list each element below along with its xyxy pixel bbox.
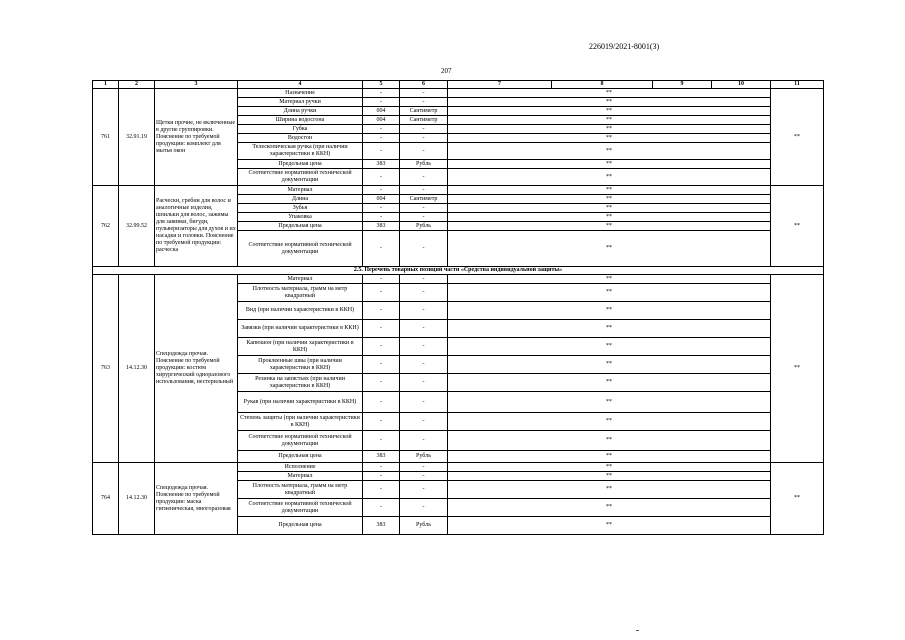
header-cell: 9 xyxy=(653,81,712,89)
attribute-value: ** xyxy=(448,517,771,535)
header-cell: 3 xyxy=(155,81,238,89)
unit-code: - xyxy=(363,302,400,320)
attribute-value: ** xyxy=(448,143,771,160)
attribute-name: Вид (при наличии характеристики в ККН) xyxy=(238,302,363,320)
unit-code: - xyxy=(363,284,400,302)
table-row xyxy=(93,89,824,98)
unit-name: - xyxy=(400,413,448,431)
attribute-name: Ширина водосгона xyxy=(238,116,363,125)
unit-name: - xyxy=(400,89,448,98)
item-number: 764 xyxy=(93,463,119,535)
unit-name: Рубль xyxy=(400,451,448,463)
unit-name: - xyxy=(400,186,448,195)
unit-name: - xyxy=(400,463,448,472)
attribute-name: Материал xyxy=(238,472,363,481)
item-name: Спецодежда прочая. Пояснение по требуемой продукции: маска гигиеническая, многоразовая xyxy=(155,463,238,535)
unit-name: Сантиметр xyxy=(400,195,448,204)
header-row xyxy=(93,81,824,89)
okpd2-code: 14.12.30 xyxy=(119,275,155,463)
item-name: Щетки прочие, не включенные в другие группировки. Пояснение по требуемой продукции: комплект для мытья окон xyxy=(155,89,238,186)
attribute-name: Проклеенные швы (при наличии характеристики в ККН) xyxy=(238,356,363,374)
attribute-name: Зубья xyxy=(238,204,363,213)
unit-code: - xyxy=(363,499,400,517)
attribute-value: ** xyxy=(448,169,771,186)
attribute-name: Упаковка xyxy=(238,213,363,222)
scan-speck xyxy=(636,630,639,631)
unit-name: - xyxy=(400,374,448,392)
attribute-value: ** xyxy=(448,481,771,499)
attribute-value: ** xyxy=(448,116,771,125)
unit-code: - xyxy=(363,125,400,134)
unit-code: - xyxy=(363,356,400,374)
unit-name: - xyxy=(400,134,448,143)
attribute-value: ** xyxy=(448,186,771,195)
unit-code: - xyxy=(363,392,400,413)
unit-code: - xyxy=(363,134,400,143)
attribute-name: Резинка на запястьях (при наличии характеристики в ККН) xyxy=(238,374,363,392)
header-cell: 11 xyxy=(771,81,824,89)
attribute-value: ** xyxy=(448,320,771,338)
column-11-mark: ** xyxy=(771,463,824,535)
attribute-name: Завязки (при наличии характеристики в ККН) xyxy=(238,320,363,338)
unit-code: - xyxy=(363,374,400,392)
unit-code: - xyxy=(363,463,400,472)
attribute-value: ** xyxy=(448,89,771,98)
header-cell: 1 xyxy=(93,81,119,89)
attribute-value: ** xyxy=(448,160,771,169)
attribute-value: ** xyxy=(448,356,771,374)
attribute-value: ** xyxy=(448,107,771,116)
unit-code: 383 xyxy=(363,160,400,169)
attribute-value: ** xyxy=(448,284,771,302)
column-11-mark: ** xyxy=(771,89,824,186)
okpd2-code: 32.91.19 xyxy=(119,89,155,186)
header-cell: 4 xyxy=(238,81,363,89)
attribute-name: Материал xyxy=(238,186,363,195)
unit-name: - xyxy=(400,356,448,374)
unit-name: - xyxy=(400,499,448,517)
unit-name: - xyxy=(400,169,448,186)
unit-code: - xyxy=(363,186,400,195)
attribute-value: ** xyxy=(448,195,771,204)
item-number: 761 xyxy=(93,89,119,186)
table-row xyxy=(93,186,824,195)
attribute-value: ** xyxy=(448,125,771,134)
header-cell: 5 xyxy=(363,81,400,89)
product-table xyxy=(92,80,824,535)
header-cell: 10 xyxy=(712,81,771,89)
unit-code: - xyxy=(363,338,400,356)
unit-name: - xyxy=(400,392,448,413)
unit-name: - xyxy=(400,302,448,320)
header-cell: 7 xyxy=(448,81,552,89)
unit-name: Сантиметр xyxy=(400,116,448,125)
unit-name: - xyxy=(400,143,448,160)
attribute-value: ** xyxy=(448,392,771,413)
attribute-name: Степень защиты (при наличии характеристики в ККН) xyxy=(238,413,363,431)
attribute-value: ** xyxy=(448,222,771,231)
attribute-name: Назначение xyxy=(238,89,363,98)
unit-name: - xyxy=(400,98,448,107)
okpd2-code: 32.99.52 xyxy=(119,186,155,267)
document-number: 226019/2021-8001(3) xyxy=(589,42,660,51)
attribute-name: Плотность материала, грамм на метр квадратный xyxy=(238,284,363,302)
unit-name: - xyxy=(400,125,448,134)
attribute-value: ** xyxy=(448,463,771,472)
attribute-name: Длина xyxy=(238,195,363,204)
unit-code: - xyxy=(363,472,400,481)
unit-code: - xyxy=(363,169,400,186)
unit-code: 004 xyxy=(363,107,400,116)
unit-name: Сантиметр xyxy=(400,107,448,116)
item-number: 763 xyxy=(93,275,119,463)
attribute-value: ** xyxy=(448,413,771,431)
attribute-value: ** xyxy=(448,275,771,284)
attribute-name: Материал xyxy=(238,275,363,284)
attribute-name: Предельная цена xyxy=(238,451,363,463)
unit-name: - xyxy=(400,320,448,338)
unit-name: Рубль xyxy=(400,160,448,169)
attribute-name: Капюшон (при наличии характеристики в ККН) xyxy=(238,338,363,356)
unit-name: - xyxy=(400,472,448,481)
attribute-value: ** xyxy=(448,472,771,481)
attribute-value: ** xyxy=(448,338,771,356)
attribute-name: Плотность материала, грамм на метр квадратный xyxy=(238,481,363,499)
unit-code: - xyxy=(363,431,400,451)
unit-name: Рубль xyxy=(400,517,448,535)
unit-name: - xyxy=(400,431,448,451)
attribute-name: Предельная цена xyxy=(238,517,363,535)
attribute-name: Материал ручки xyxy=(238,98,363,107)
unit-code: 383 xyxy=(363,451,400,463)
attribute-name: Соответствие нормативной технической документации xyxy=(238,169,363,186)
attribute-name: Рукав (при наличии характеристики в ККН) xyxy=(238,392,363,413)
attribute-value: ** xyxy=(448,302,771,320)
item-name: Спецодежда прочая. Пояснение по требуемой продукции: костюм хирургический одноразового использования, нестерильный xyxy=(155,275,238,463)
item-number: 762 xyxy=(93,186,119,267)
unit-code: - xyxy=(363,231,400,267)
unit-code: - xyxy=(363,213,400,222)
unit-name: - xyxy=(400,481,448,499)
unit-name: - xyxy=(400,338,448,356)
section-title: 2.5. Перечень товарных позиций части «Средства индивидуальной защиты» xyxy=(93,267,824,275)
attribute-value: ** xyxy=(448,134,771,143)
unit-name: - xyxy=(400,231,448,267)
unit-code: 004 xyxy=(363,116,400,125)
attribute-value: ** xyxy=(448,451,771,463)
attribute-name: Длина ручки xyxy=(238,107,363,116)
unit-name: - xyxy=(400,204,448,213)
attribute-name: Соответствие нормативной технической документации xyxy=(238,231,363,267)
unit-code: 383 xyxy=(363,517,400,535)
attribute-name: Предельная цена xyxy=(238,222,363,231)
item-name: Расчески, гребни для волос и аналогичные изделия, шпильки для волос, зажимы для завивки, бигуди, пульверизаторы для духов и их насадки и головки. Пояснение по требуемой продукции: расческа xyxy=(155,186,238,267)
unit-name: - xyxy=(400,284,448,302)
attribute-name: Соответствие нормативной технической документации xyxy=(238,431,363,451)
page-number: 207 xyxy=(441,67,452,75)
unit-code: - xyxy=(363,98,400,107)
attribute-name: Телескопическая ручка (при наличии характеристики в ККН) xyxy=(238,143,363,160)
unit-code: 383 xyxy=(363,222,400,231)
unit-code: - xyxy=(363,413,400,431)
header-cell: 8 xyxy=(552,81,653,89)
attribute-value: ** xyxy=(448,499,771,517)
unit-code: - xyxy=(363,204,400,213)
unit-code: - xyxy=(363,89,400,98)
column-11-mark: ** xyxy=(771,186,824,267)
attribute-name: Водосгон xyxy=(238,134,363,143)
attribute-name: Соответствие нормативной технической документации xyxy=(238,499,363,517)
unit-code: 004 xyxy=(363,195,400,204)
attribute-value: ** xyxy=(448,213,771,222)
unit-name: - xyxy=(400,275,448,284)
attribute-value: ** xyxy=(448,204,771,213)
table-row xyxy=(93,463,824,472)
unit-code: - xyxy=(363,320,400,338)
attribute-value: ** xyxy=(448,374,771,392)
header-cell: 2 xyxy=(119,81,155,89)
okpd2-code: 14.12.30 xyxy=(119,463,155,535)
column-11-mark: ** xyxy=(771,275,824,463)
attribute-name: Губка xyxy=(238,125,363,134)
unit-code: - xyxy=(363,275,400,284)
attribute-name: Исполнение xyxy=(238,463,363,472)
header-cell: 6 xyxy=(400,81,448,89)
section-row xyxy=(93,267,824,275)
unit-name: Рубль xyxy=(400,222,448,231)
attribute-name: Предельная цена xyxy=(238,160,363,169)
unit-code: - xyxy=(363,481,400,499)
attribute-value: ** xyxy=(448,431,771,451)
unit-code: - xyxy=(363,143,400,160)
attribute-value: ** xyxy=(448,231,771,267)
attribute-value: ** xyxy=(448,98,771,107)
table-row xyxy=(93,275,824,284)
unit-name: - xyxy=(400,213,448,222)
